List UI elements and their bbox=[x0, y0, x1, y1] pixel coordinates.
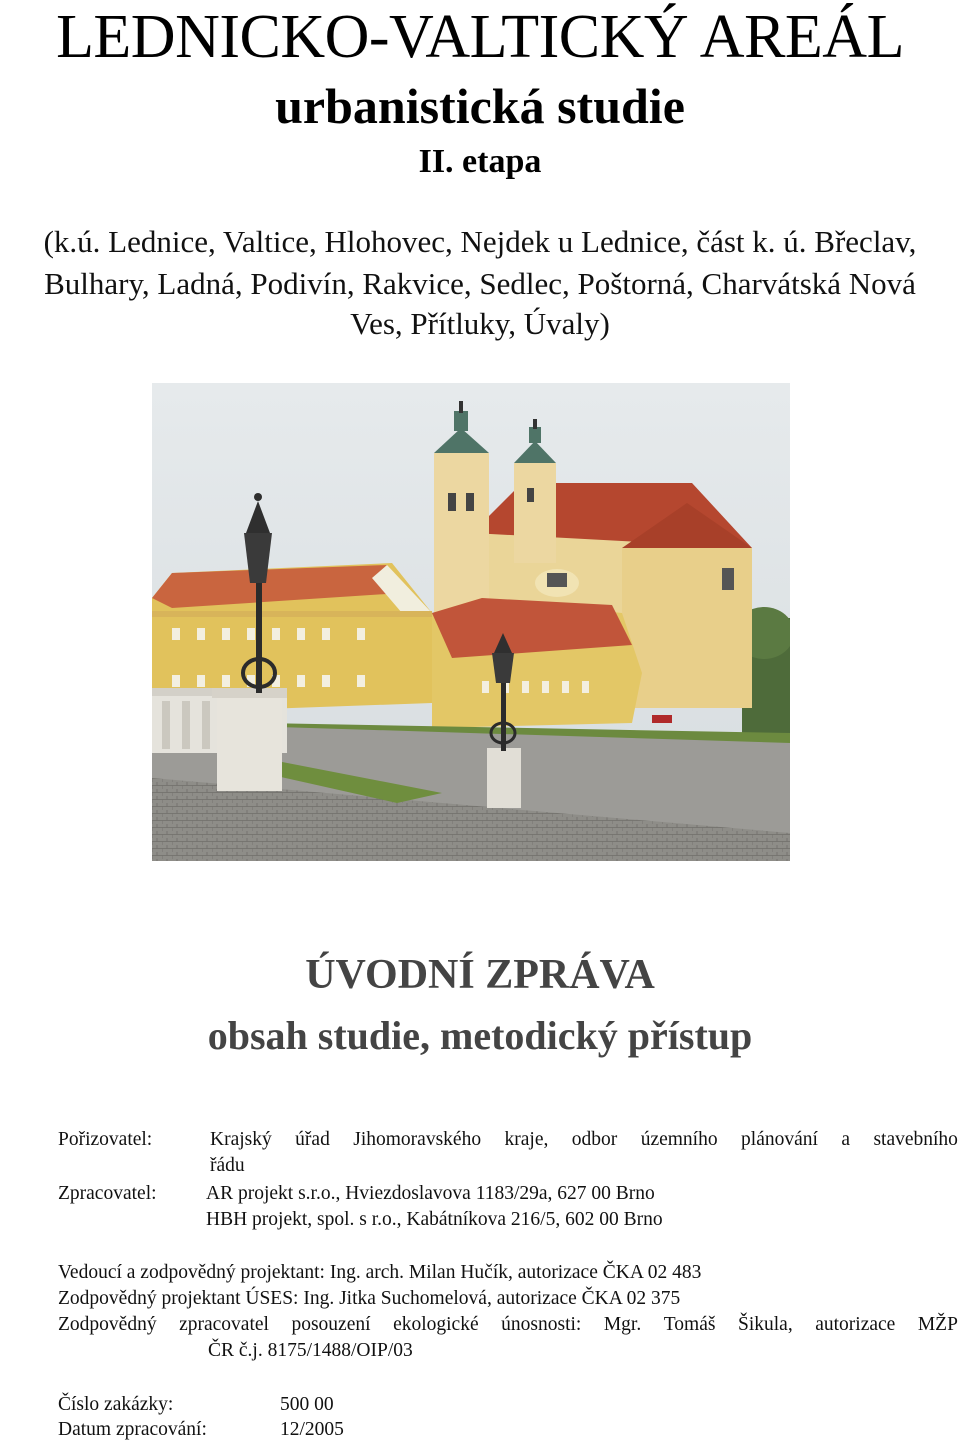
assessor-word: zpracovatel bbox=[179, 1314, 269, 1335]
assessor-word: ekologické bbox=[393, 1314, 479, 1335]
order-number-value: 500 00 bbox=[280, 1394, 334, 1415]
assessor-word: Tomáš bbox=[663, 1314, 716, 1335]
order-number-label: Číslo zakázky: bbox=[58, 1394, 174, 1415]
photo-illustration bbox=[152, 383, 790, 861]
uses-designer-line: Zodpovědný projektant ÚSES: Ing. Jitka Suchomelová, autorizace ČKA 02 375 bbox=[58, 1288, 681, 1309]
assessor-word: Šikula, bbox=[737, 1314, 793, 1335]
procurer-word: Jihomoravského bbox=[353, 1129, 482, 1150]
ecology-assessor-line bbox=[58, 1312, 958, 1338]
procurer-word: plánování bbox=[741, 1129, 818, 1150]
valtice-church-photo bbox=[152, 383, 790, 861]
procurer-word: kraje, bbox=[504, 1129, 549, 1150]
lead-designer-line: Vedoucí a zodpovědný projektant: Ing. arch. Milan Hučík, autorizace ČKA 02 483 bbox=[58, 1262, 702, 1283]
procurer-word: Krajský bbox=[210, 1129, 272, 1150]
cadastre-line-1: (k.ú. Lednice, Valtice, Hlohovec, Nejdek u Lednice, část k. ú. Břeclav, bbox=[43, 224, 917, 259]
procurer-word: odbor bbox=[571, 1129, 618, 1150]
procurer-word: územního bbox=[640, 1129, 718, 1150]
assessor-word: posouzení bbox=[291, 1314, 371, 1335]
cadastre-line-2: Bulhary, Ladná, Podivín, Rakvice, Sedlec, Poštorná, Charvátská Nová bbox=[44, 266, 916, 301]
processing-date-value: 12/2005 bbox=[280, 1419, 344, 1440]
assessor-word: Mgr. bbox=[603, 1314, 642, 1335]
processor-label: Zpracovatel: bbox=[58, 1183, 157, 1204]
procurer-word: stavebního bbox=[873, 1129, 958, 1150]
stage-label: II. etapa bbox=[418, 143, 542, 180]
ecology-assessor-line-2: ČR č.j. 8175/1488/OIP/03 bbox=[208, 1340, 413, 1361]
report-subheading: obsah studie, metodický přístup bbox=[207, 1013, 753, 1058]
procurer-word: úřad bbox=[295, 1129, 330, 1150]
cadastre-line-3: Ves, Přítluky, Úvaly) bbox=[350, 306, 610, 341]
procurer-value-line-2: řádu bbox=[210, 1155, 245, 1176]
document-subtitle: urbanistická studie bbox=[275, 78, 685, 134]
procurer-label: Pořizovatel: bbox=[58, 1129, 153, 1150]
procurer-value bbox=[210, 1127, 958, 1153]
assessor-word: MŽP bbox=[917, 1314, 958, 1335]
processor-value-line-2: HBH projekt, spol. s r.o., Kabátníkova 216/5, 602 00 Brno bbox=[206, 1209, 663, 1230]
procurer-word: a bbox=[841, 1129, 851, 1150]
processor-value-line-1: AR projekt s.r.o., Hviezdoslavova 1183/29a, 627 00 Brno bbox=[206, 1183, 655, 1204]
assessor-word: únosnosti: bbox=[501, 1314, 582, 1335]
assessor-word: Zodpovědný bbox=[58, 1314, 157, 1335]
document-title: LEDNICKO-VALTICKÝ AREÁL bbox=[56, 3, 904, 71]
assessor-word: autorizace bbox=[815, 1314, 896, 1335]
report-heading: ÚVODNÍ ZPRÁVA bbox=[305, 952, 655, 998]
processing-date-label: Datum zpracování: bbox=[58, 1419, 207, 1440]
